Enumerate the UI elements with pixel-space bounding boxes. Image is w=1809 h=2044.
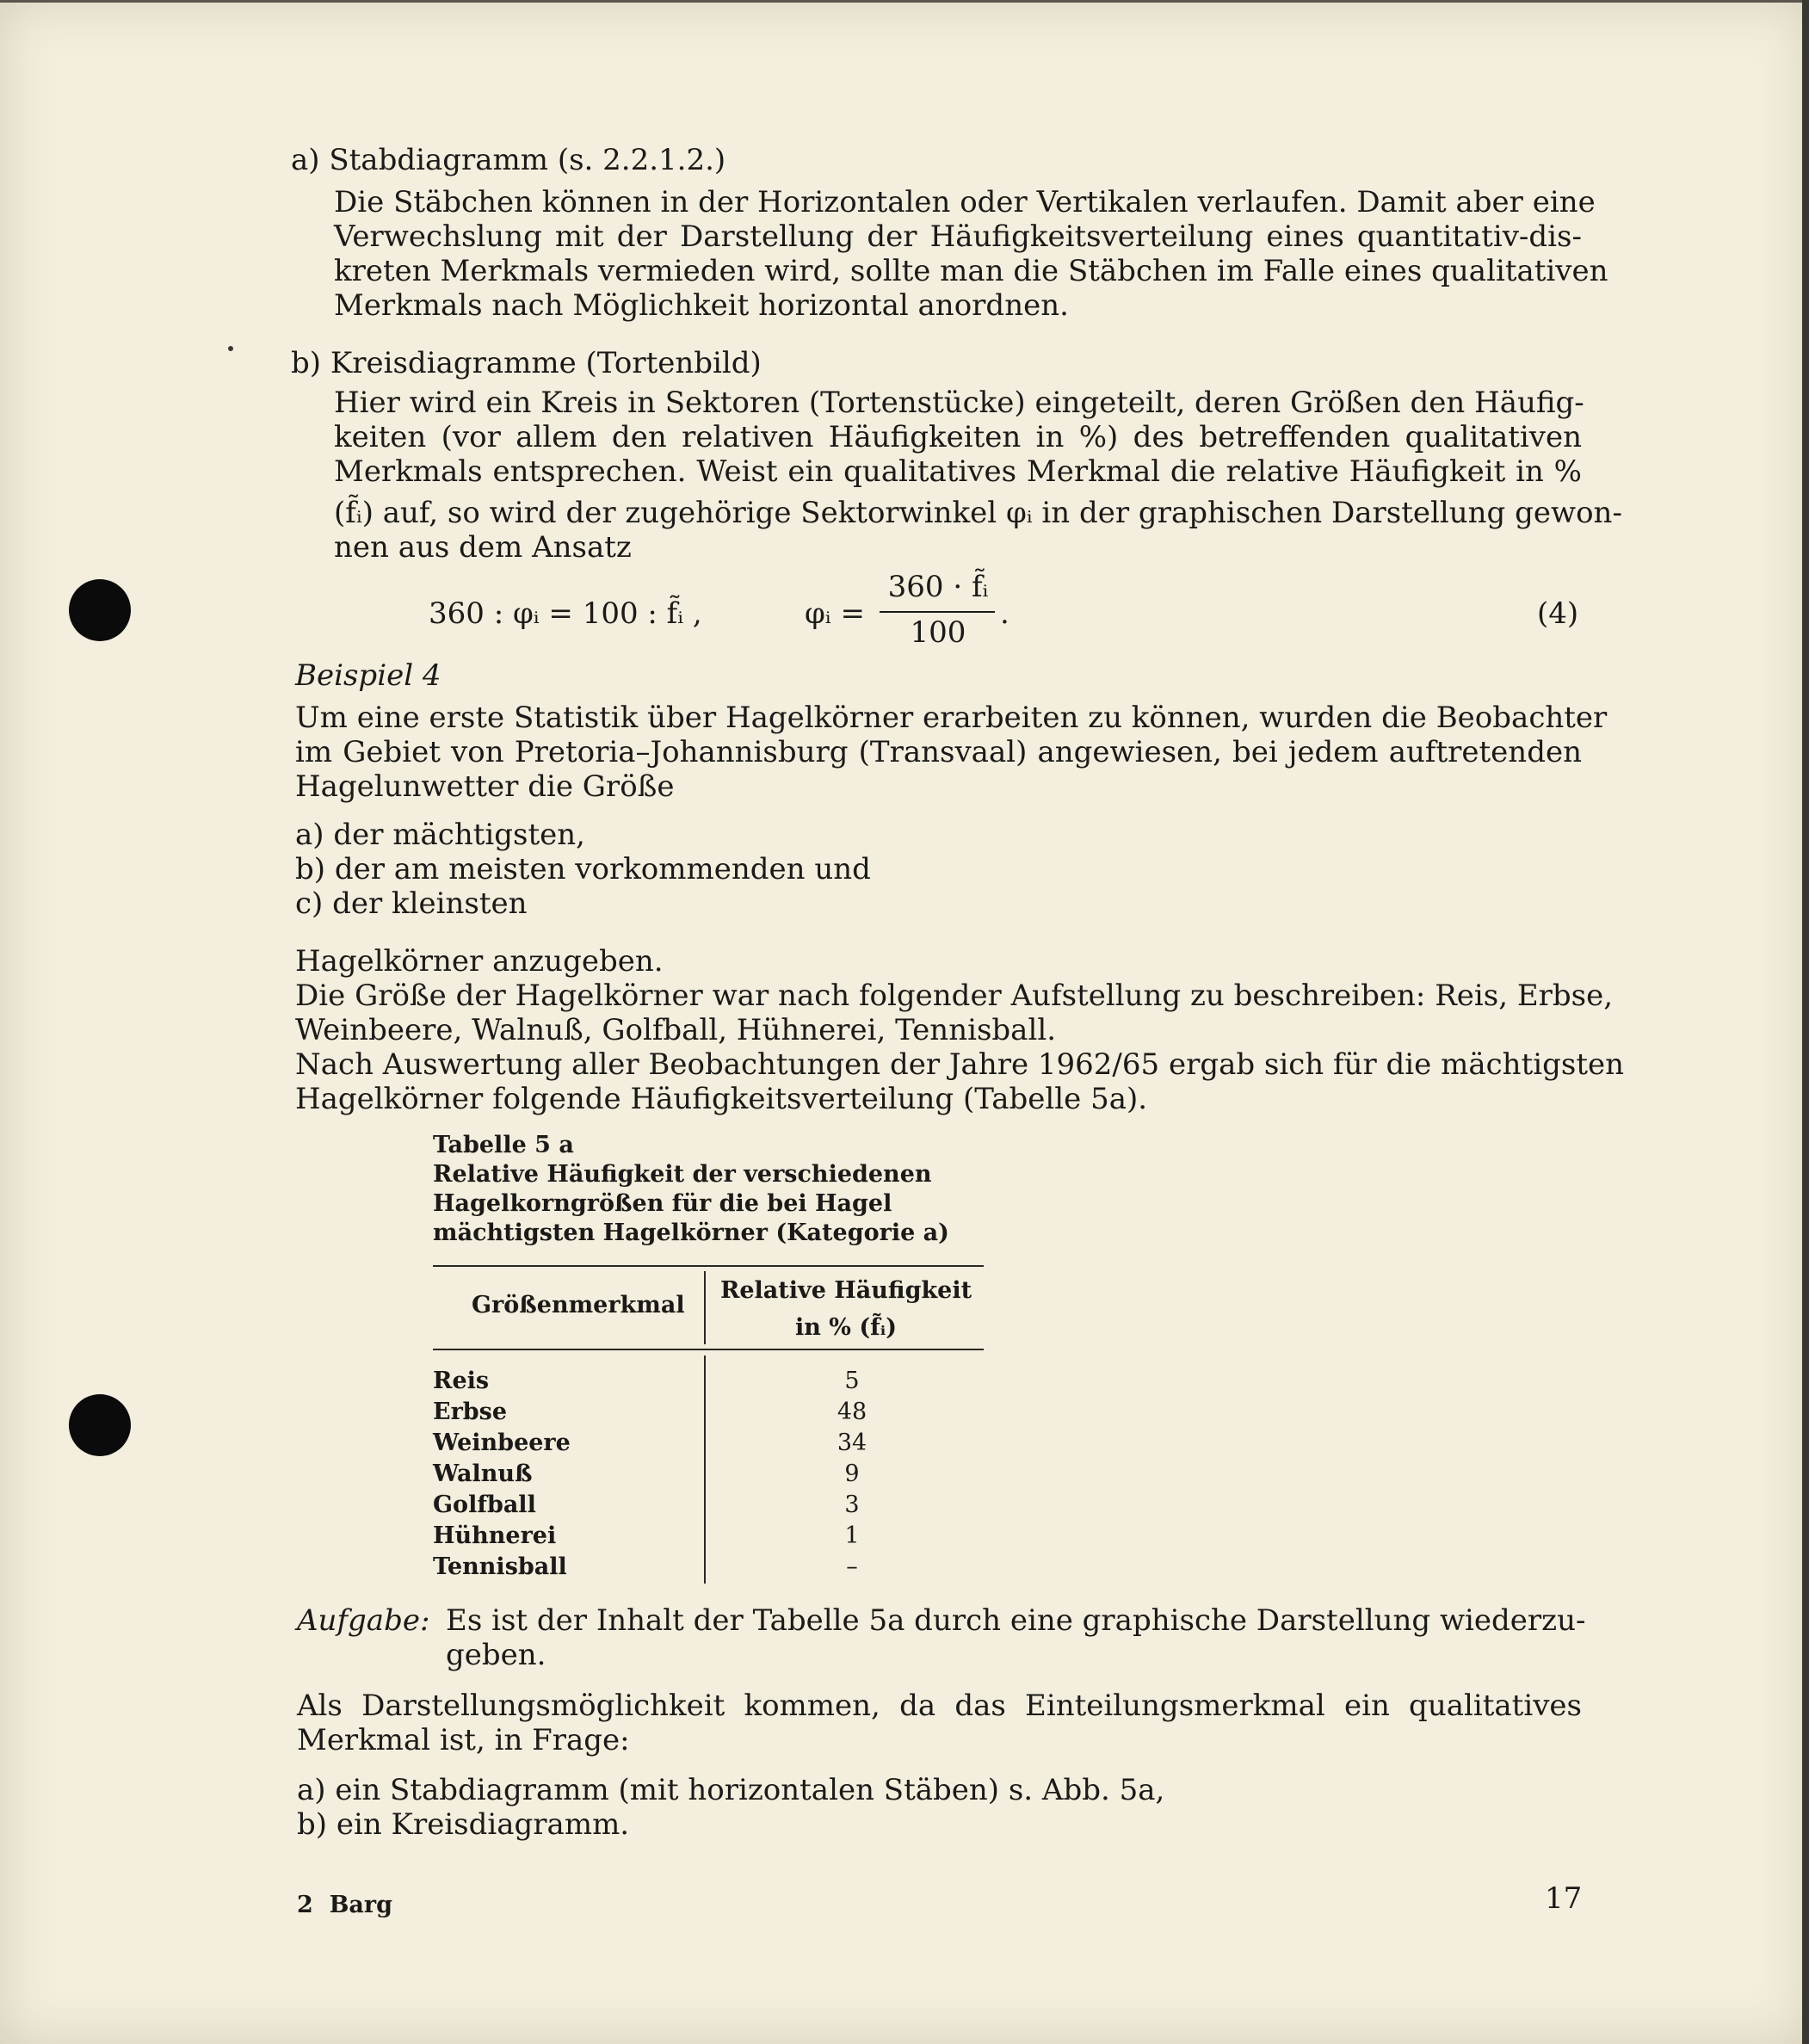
table-cell-size: Reis (433, 1368, 490, 1394)
options-intro (297, 1689, 1582, 1757)
text-line: Die Größe der Hagelkörner war nach folgender Aufstellung zu beschreiben: Reis, Erbse, (295, 979, 1614, 1013)
table-cell-frequency: 3 (844, 1491, 860, 1518)
section-b-heading: b) Kreisdiagramme (Tortenbild) (291, 346, 762, 380)
text-line: Um eine erste Statistik über Hagelkörner erarbeiten zu können, wurden die Beobachter (295, 701, 1608, 735)
text-line: im Gebiet von Pretoria–Johannisburg (Transvaal) angewiesen, bei jedem auftretenden (295, 735, 1582, 769)
punch-hole-upper (69, 579, 131, 641)
table-caption-line: Hagelkorngrößen für die bei Hagel (433, 1190, 892, 1217)
text-line: keiten (vor allem den relativen Häufigkeiten in %) des betreffenden qualitativen (334, 420, 1582, 454)
table-cell-size: Hühnerei (433, 1522, 557, 1549)
table-body-divider (704, 1355, 706, 1584)
text-line: Hagelkörner folgende Häufigkeitsverteilung (Tabelle 5a). (295, 1082, 1148, 1116)
section-a-text (334, 185, 1608, 323)
task-label: Aufgabe: (297, 1603, 430, 1638)
text-line: geben. (446, 1638, 546, 1672)
example-list (295, 818, 871, 921)
table-cell-frequency: 5 (844, 1368, 860, 1394)
text-line: Weinbeere, Walnuß, Golfball, Hühnerei, Tennisball. (295, 1013, 1056, 1047)
page-number: 17 (1545, 1881, 1583, 1916)
table-header-divider (704, 1271, 706, 1344)
text-line: Als Darstellungsmöglichkeit kommen, da das Einteilungsmerkmal ein qualitatives (297, 1689, 1582, 1723)
example-para2 (295, 979, 1614, 1047)
text-line: (f̃ᵢ) auf, so wird der zugehörige Sektorwinkel φᵢ in der graphischen Darstellung gewon- (334, 496, 1622, 530)
example-title: Beispiel 4 (295, 658, 441, 693)
dust-speck (228, 346, 233, 351)
task-text (446, 1603, 1586, 1672)
text-line: Merkmals nach Möglichkeit horizontal anordnen. (334, 288, 1069, 323)
table-header-frequency-unit: in % (f̃ᵢ) (795, 1314, 897, 1341)
table-header-rule (433, 1349, 984, 1350)
table-cell-frequency: 48 (837, 1399, 867, 1425)
formula-period: . (1000, 596, 1009, 631)
options-list (297, 1773, 1164, 1842)
formula-denominator: 100 (910, 615, 966, 650)
table-cell-frequency: 34 (837, 1430, 867, 1456)
text-line: nen aus dem Ansatz (334, 530, 632, 565)
formula-numerator: 360 · f̃ᵢ (887, 570, 989, 604)
list-item: a) der mächtigsten, (295, 818, 585, 852)
list-item: b) der am meisten vorkommenden und (295, 852, 871, 886)
page-right-edge (1802, 0, 1809, 2044)
table-header-size: Größenmerkmal (472, 1292, 685, 1318)
example-para3 (295, 1047, 1624, 1116)
page-top-edge (0, 0, 1809, 3)
text-line: Hier wird ein Kreis in Sektoren (Tortenstücke) eingeteilt, deren Größen den Häufig- (334, 386, 1584, 420)
table-cell-size: Erbse (433, 1399, 508, 1425)
equation-number: (4) (1537, 596, 1579, 631)
text-line: Es ist der Inhalt der Tabelle 5a durch eine graphische Darstellung wiederzu- (446, 1603, 1586, 1638)
example-after-list: Hagelkörner anzugeben. (295, 944, 664, 979)
table-caption-line: Tabelle 5 a (433, 1132, 574, 1158)
text-line: Nach Auswertung aller Beobachtungen der Jahre 1962/65 ergab sich für die mächtigsten (295, 1047, 1624, 1082)
list-item: b) ein Kreisdiagramm. (297, 1807, 630, 1842)
table-cell-size: Tennisball (433, 1553, 567, 1580)
table-cell-size: Golfball (433, 1491, 536, 1518)
section-a-heading: a) Stabdiagramm (s. 2.2.1.2.) (291, 143, 726, 177)
table-cell-frequency: 1 (844, 1522, 860, 1549)
printer-signature: 2 Barg (297, 1892, 393, 1918)
punch-hole-lower (69, 1394, 131, 1456)
table-header-frequency: Relative Häufigkeit (719, 1277, 972, 1304)
table-cell-size: Weinbeere (433, 1430, 571, 1456)
list-item: c) der kleinsten (295, 886, 528, 921)
text-line: Merkmals entsprechen. Weist ein qualitatives Merkmal die relative Häufigkeit in % (334, 454, 1582, 489)
list-item: a) ein Stabdiagramm (mit horizontalen Stäben) s. Abb. 5a, (297, 1773, 1165, 1807)
text-line: Merkmal ist, in Frage: (297, 1723, 630, 1757)
formula-proportion: 360 : φᵢ = 100 : f̃ᵢ , (429, 596, 702, 631)
example-intro (295, 701, 1608, 804)
section-b-text (334, 386, 1622, 565)
table-caption-line: mächtigsten Hagelkörner (Kategorie a) (433, 1220, 949, 1246)
table-caption (433, 1131, 949, 1248)
text-line: Die Stäbchen können in der Horizontalen oder Vertikalen verlaufen. Damit aber eine (334, 185, 1596, 219)
formula-lhs: φᵢ = (805, 596, 865, 631)
text-line: kreten Merkmals vermieden wird, sollte man die Stäbchen im Falle eines qualitativen (334, 254, 1608, 288)
table-cell-frequency: – (846, 1553, 858, 1580)
table-cell-frequency: 9 (844, 1460, 860, 1487)
table-caption-line: Relative Häufigkeit der verschiedenen (433, 1161, 932, 1188)
text-line: Hagelunwetter die Größe (295, 769, 675, 804)
table-top-rule (433, 1265, 984, 1267)
fraction-bar (880, 611, 995, 613)
text-line: Verwechslung mit der Darstellung der Häufigkeitsverteilung eines quantitativ-dis- (334, 219, 1582, 254)
table-cell-size: Walnuß (433, 1460, 533, 1487)
